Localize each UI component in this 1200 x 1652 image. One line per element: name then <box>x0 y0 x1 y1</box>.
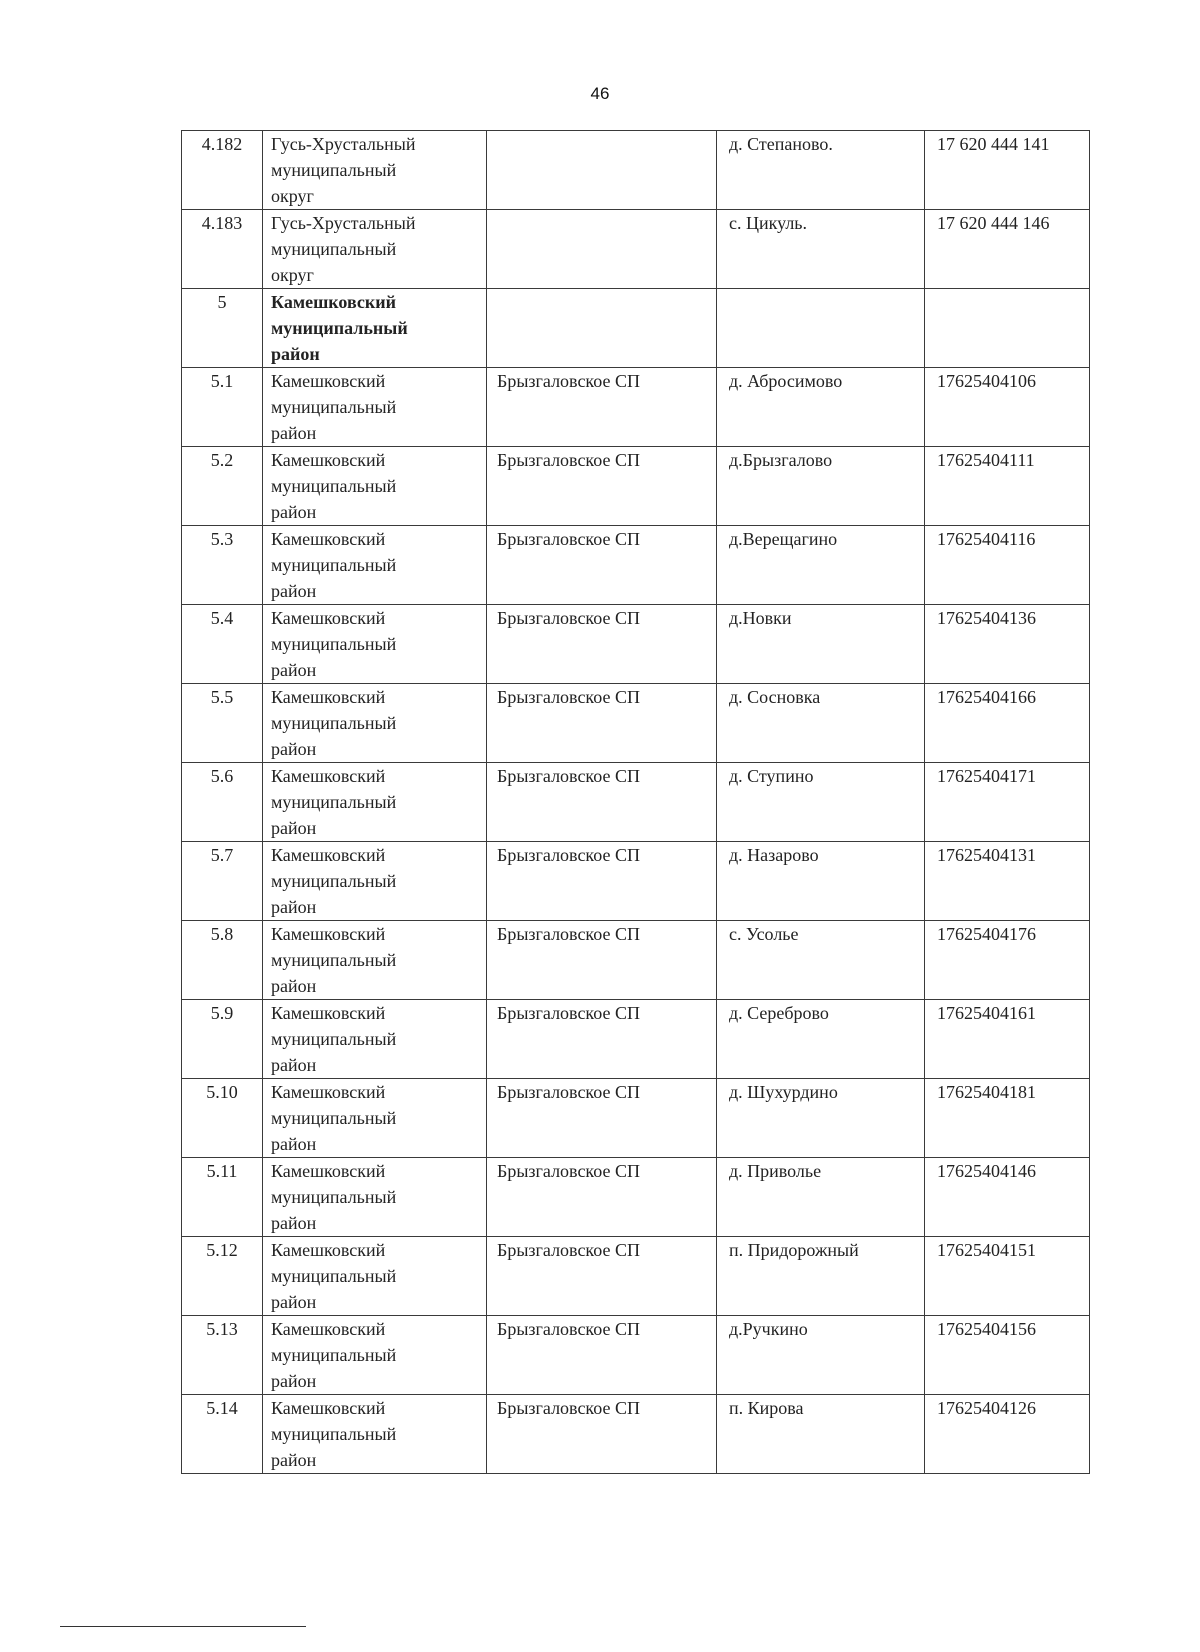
settlement-cell <box>487 368 717 447</box>
row-number-text: 5.7 <box>210 845 234 865</box>
locality-cell <box>717 1000 925 1079</box>
municipality-cell <box>263 447 487 526</box>
table-row <box>182 1158 1090 1237</box>
row-number-text: 5.6 <box>210 766 234 786</box>
oktmo-code-text: 17625404166 <box>937 687 1036 707</box>
settlement-cell <box>487 447 717 526</box>
row-number-cell <box>182 1237 263 1316</box>
oktmo-code-cell <box>925 842 1090 921</box>
settlement-text: Брызгаловское СП <box>497 371 640 391</box>
settlement-text: Брызгаловское СП <box>497 1398 640 1418</box>
table-row <box>182 131 1090 210</box>
municipality-cell <box>263 1000 487 1079</box>
locality-text: д. Шухурдино <box>729 1082 838 1102</box>
settlement-cell <box>487 605 717 684</box>
municipality-text: Камешковский муниципальный район <box>271 1319 397 1391</box>
oktmo-code-text: 17625404171 <box>937 766 1036 786</box>
locality-text: д. Приволье <box>729 1161 822 1181</box>
page-number: 46 <box>590 84 610 103</box>
oktmo-code-cell <box>925 921 1090 1000</box>
row-number-cell <box>182 921 263 1000</box>
settlement-cell <box>487 210 717 289</box>
table-row <box>182 210 1090 289</box>
oktmo-code-cell <box>925 447 1090 526</box>
locality-cell <box>717 368 925 447</box>
row-number-text: 5.5 <box>210 687 234 707</box>
row-number-text: 5.11 <box>206 1161 238 1181</box>
oktmo-code-cell <box>925 1316 1090 1395</box>
municipality-text: Камешковский муниципальный район <box>271 371 397 443</box>
oktmo-code-text: 17 620 444 146 <box>937 213 1050 233</box>
municipality-text: Камешковский муниципальный район <box>271 529 397 601</box>
settlement-text: Брызгаловское СП <box>497 1003 640 1023</box>
municipality-text: Камешковский муниципальный район <box>271 1082 397 1154</box>
settlement-cell <box>487 1316 717 1395</box>
locality-cell <box>717 1395 925 1474</box>
row-number-text: 4.183 <box>201 213 243 233</box>
locality-text: д.Брызгалово <box>729 450 833 470</box>
locality-cell <box>717 1158 925 1237</box>
oktmo-code-cell <box>925 1079 1090 1158</box>
locality-text: д. Ступино <box>729 766 814 786</box>
row-number-text: 4.182 <box>201 134 243 154</box>
settlement-cell <box>487 1079 717 1158</box>
oktmo-code-cell <box>925 289 1090 368</box>
municipality-cell <box>263 1316 487 1395</box>
municipality-text: Камешковский муниципальный район <box>271 1240 397 1312</box>
row-number-cell <box>182 684 263 763</box>
locality-text: д.Ручкино <box>729 1319 808 1339</box>
oktmo-code-cell <box>925 526 1090 605</box>
municipality-cell <box>263 1395 487 1474</box>
row-number-text: 5.2 <box>210 450 234 470</box>
oktmo-code-text: 17625404181 <box>937 1082 1036 1102</box>
locality-text: д. Назарово <box>729 845 819 865</box>
row-number-cell <box>182 526 263 605</box>
table-row <box>182 368 1090 447</box>
row-number-text: 5.9 <box>210 1003 234 1023</box>
oktmo-code-cell <box>925 1395 1090 1474</box>
row-number-cell <box>182 1395 263 1474</box>
locality-cell <box>717 447 925 526</box>
municipality-text: Камешковский муниципальный район <box>271 1161 397 1233</box>
row-number-cell <box>182 368 263 447</box>
municipality-cell <box>263 131 487 210</box>
table-row <box>182 605 1090 684</box>
settlements-table <box>181 130 1090 1474</box>
oktmo-code-cell <box>925 763 1090 842</box>
table-row <box>182 526 1090 605</box>
oktmo-code-text: 17625404106 <box>937 371 1036 391</box>
row-number-cell <box>182 131 263 210</box>
table-row <box>182 289 1090 368</box>
table-body <box>182 131 1090 1474</box>
settlement-text: Брызгаловское СП <box>497 924 640 944</box>
oktmo-code-cell <box>925 1158 1090 1237</box>
oktmo-code-text: 17625404146 <box>937 1161 1036 1181</box>
oktmo-code-cell <box>925 1237 1090 1316</box>
table-row <box>182 684 1090 763</box>
oktmo-code-text: 17 620 444 141 <box>937 134 1050 154</box>
row-number-cell <box>182 210 263 289</box>
municipality-cell <box>263 605 487 684</box>
municipality-cell <box>263 684 487 763</box>
municipality-cell <box>263 526 487 605</box>
settlement-cell <box>487 1158 717 1237</box>
oktmo-code-text: 17625404126 <box>937 1398 1036 1418</box>
settlement-text: Брызгаловское СП <box>497 1082 640 1102</box>
locality-cell <box>717 210 925 289</box>
municipality-text: Гусь-Хрустальный муниципальный округ <box>271 213 416 285</box>
oktmo-code-text: 17625404116 <box>937 529 1036 549</box>
settlement-cell <box>487 131 717 210</box>
locality-text: д. Сосновка <box>729 687 821 707</box>
settlement-cell <box>487 842 717 921</box>
settlement-cell <box>487 1237 717 1316</box>
settlement-cell <box>487 921 717 1000</box>
table-row <box>182 921 1090 1000</box>
municipality-text: Камешковский муниципальный район <box>271 687 397 759</box>
locality-cell <box>717 605 925 684</box>
municipality-text: Камешковский муниципальный район <box>271 608 397 680</box>
locality-text: д. Степаново. <box>729 134 833 154</box>
oktmo-code-text: 17625404176 <box>937 924 1036 944</box>
locality-text: д. Абросимово <box>729 371 843 391</box>
municipality-text: Камешковский муниципальный район <box>271 845 397 917</box>
row-number-cell <box>182 289 263 368</box>
settlement-text: Брызгаловское СП <box>497 1240 640 1260</box>
table-row <box>182 842 1090 921</box>
locality-cell <box>717 1237 925 1316</box>
locality-text: д.Верещагино <box>729 529 838 549</box>
row-number-cell <box>182 842 263 921</box>
locality-text: с. Усолье <box>729 924 799 944</box>
oktmo-code-cell <box>925 684 1090 763</box>
municipality-text: Камешковский муниципальный район <box>271 766 397 838</box>
row-number-text: 5 <box>217 292 227 312</box>
locality-text: д.Новки <box>729 608 792 628</box>
settlement-cell <box>487 1395 717 1474</box>
locality-cell <box>717 684 925 763</box>
locality-cell <box>717 921 925 1000</box>
oktmo-code-cell <box>925 605 1090 684</box>
locality-cell <box>717 289 925 368</box>
municipality-cell <box>263 842 487 921</box>
table-row <box>182 447 1090 526</box>
municipality-cell <box>263 289 487 368</box>
municipality-cell <box>263 1079 487 1158</box>
locality-cell <box>717 763 925 842</box>
table-row <box>182 1395 1090 1474</box>
municipality-text: Камешковский муниципальный район <box>271 1398 397 1470</box>
row-number-cell <box>182 447 263 526</box>
row-number-text: 5.8 <box>210 924 234 944</box>
municipality-cell <box>263 1237 487 1316</box>
table-row <box>182 763 1090 842</box>
municipality-cell <box>263 1158 487 1237</box>
table-row <box>182 1316 1090 1395</box>
locality-cell <box>717 842 925 921</box>
oktmo-code-text: 17625404136 <box>937 608 1036 628</box>
locality-cell <box>717 1316 925 1395</box>
settlement-text: Брызгаловское СП <box>497 450 640 470</box>
row-number-cell <box>182 1079 263 1158</box>
municipality-text: Камешковский муниципальный район <box>271 292 408 364</box>
settlement-text: Брызгаловское СП <box>497 1161 640 1181</box>
municipality-text: Камешковский муниципальный район <box>271 924 397 996</box>
row-number-text: 5.4 <box>210 608 234 628</box>
municipality-text: Камешковский муниципальный район <box>271 450 397 522</box>
row-number-text: 5.12 <box>206 1240 238 1260</box>
settlement-text: Брызгаловское СП <box>497 845 640 865</box>
municipality-cell <box>263 763 487 842</box>
oktmo-code-text: 17625404131 <box>937 845 1036 865</box>
municipality-cell <box>263 210 487 289</box>
row-number-text: 5.10 <box>206 1082 238 1102</box>
oktmo-code-cell <box>925 1000 1090 1079</box>
settlement-cell <box>487 1000 717 1079</box>
row-number-text: 5.13 <box>206 1319 238 1339</box>
locality-text: п. Придорожный <box>729 1240 859 1260</box>
settlement-cell <box>487 289 717 368</box>
settlement-text: Брызгаловское СП <box>497 1319 640 1339</box>
municipality-cell <box>263 921 487 1000</box>
table-row <box>182 1079 1090 1158</box>
oktmo-code-cell <box>925 210 1090 289</box>
row-number-cell <box>182 763 263 842</box>
locality-text: д. Серeброво <box>729 1003 829 1023</box>
table-row <box>182 1000 1090 1079</box>
municipality-text: Гусь-Хрустальный муниципальный округ <box>271 134 416 206</box>
municipality-text: Камешковский муниципальный район <box>271 1003 397 1075</box>
row-number-text: 5.14 <box>206 1398 238 1418</box>
oktmo-code-text: 17625404161 <box>937 1003 1036 1023</box>
oktmo-code-text: 17625404151 <box>937 1240 1036 1260</box>
row-number-cell <box>182 605 263 684</box>
row-number-cell <box>182 1000 263 1079</box>
oktmo-code-cell <box>925 131 1090 210</box>
settlement-text: Брызгаловское СП <box>497 608 640 628</box>
row-number-cell <box>182 1316 263 1395</box>
settlement-cell <box>487 526 717 605</box>
locality-cell <box>717 1079 925 1158</box>
oktmo-code-cell <box>925 368 1090 447</box>
table-row <box>182 1237 1090 1316</box>
locality-text: с. Цикуль. <box>729 213 808 233</box>
settlement-text: Брызгаловское СП <box>497 766 640 786</box>
footnote-separator <box>60 1626 306 1627</box>
settlement-cell <box>487 763 717 842</box>
settlement-text: Брызгаловское СП <box>497 529 640 549</box>
row-number-text: 5.1 <box>210 371 234 391</box>
settlement-cell <box>487 684 717 763</box>
municipality-cell <box>263 368 487 447</box>
locality-text: п. Кирова <box>729 1398 804 1418</box>
locality-cell <box>717 131 925 210</box>
settlement-text: Брызгаловское СП <box>497 687 640 707</box>
oktmo-code-text: 17625404156 <box>937 1319 1036 1339</box>
oktmo-code-text: 17625404111 <box>937 450 1035 470</box>
locality-cell <box>717 526 925 605</box>
row-number-text: 5.3 <box>210 529 234 549</box>
row-number-cell <box>182 1158 263 1237</box>
